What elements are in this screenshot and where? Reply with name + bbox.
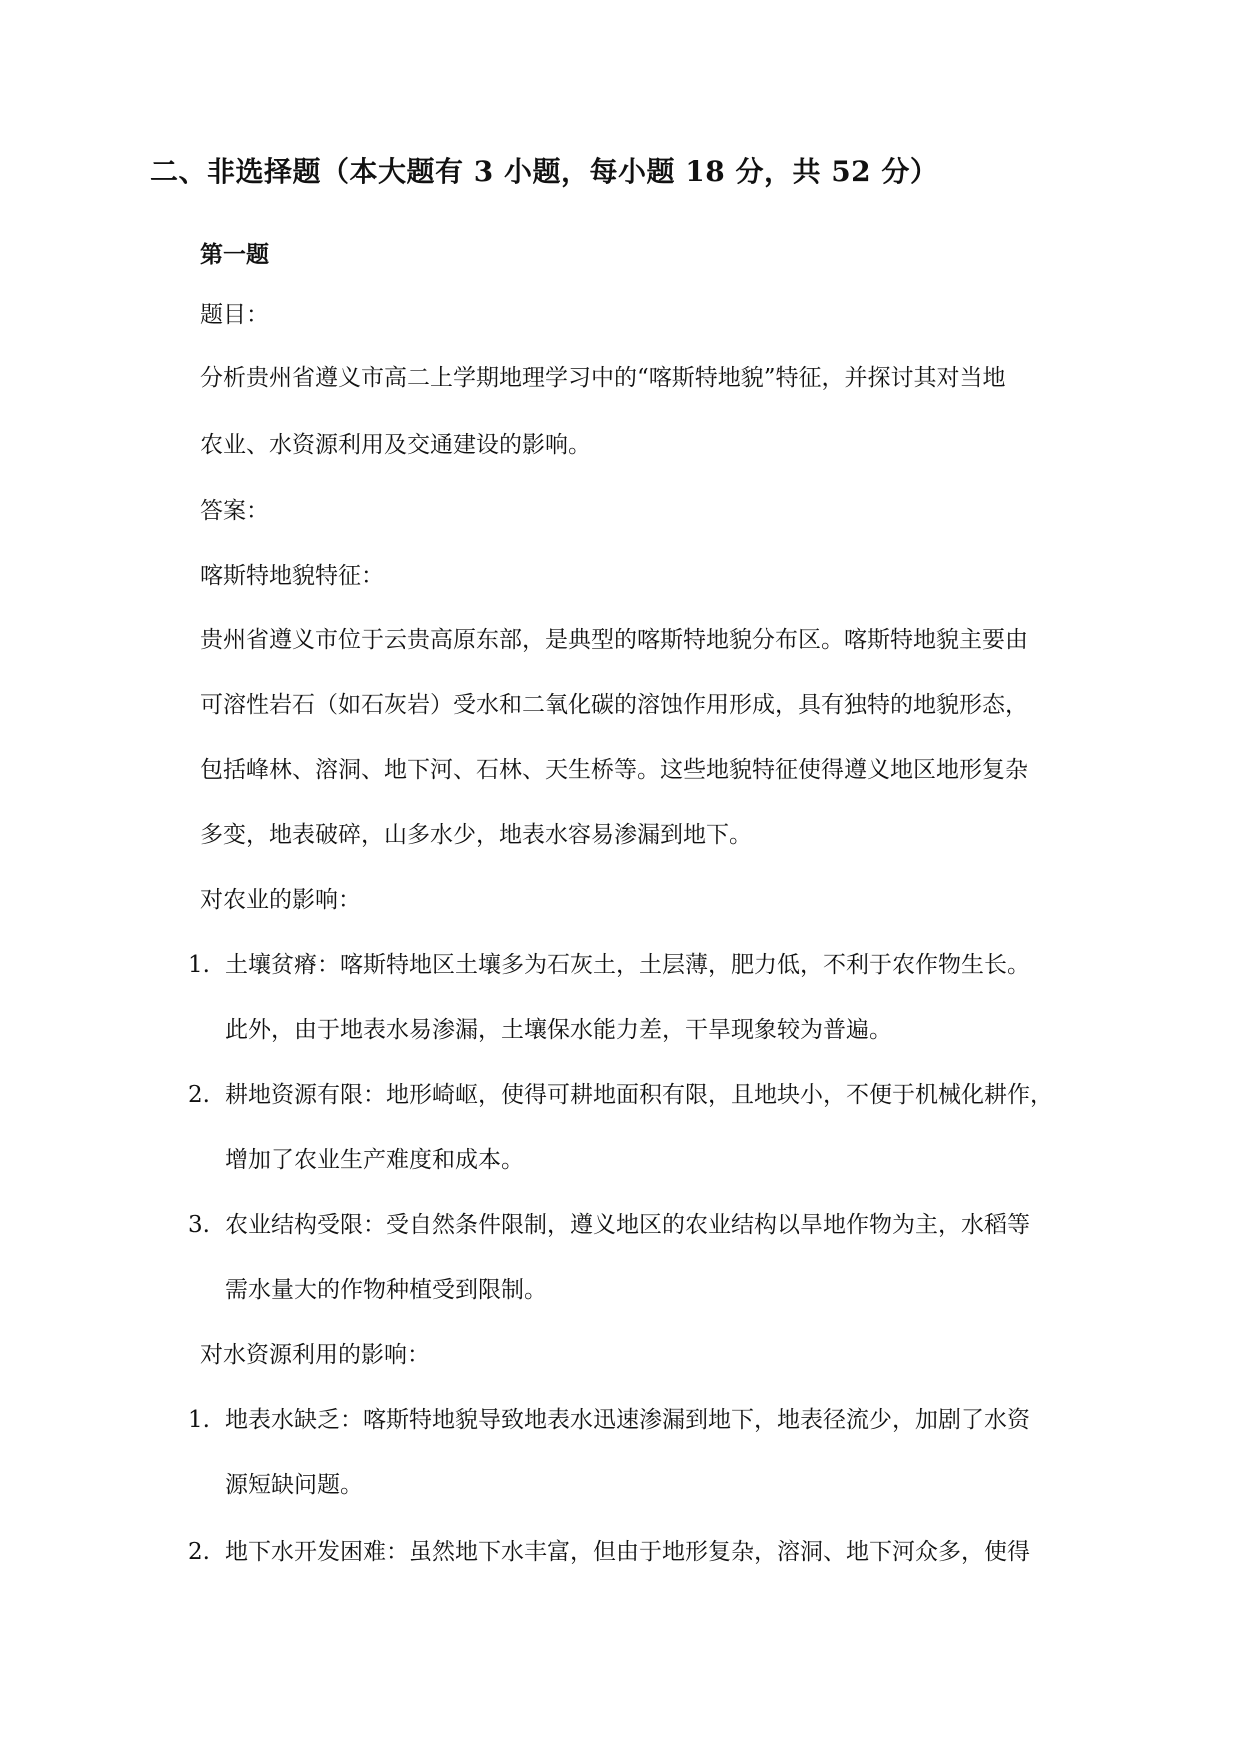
question-label: 题目： xyxy=(200,302,269,328)
features-heading: 喀斯特地貌特征： xyxy=(200,563,384,589)
features-text-line-2: 可溶性岩石（如石灰岩）受水和二氧化碳的溶蚀作用形成，具有独特的地貌形态， xyxy=(200,692,1028,718)
list-item-number: 2. xyxy=(188,1082,210,1108)
list-item-line: 此外，由于地表水易渗漏，土壤保水能力差，干旱现象较为普遍。 xyxy=(225,1017,892,1043)
list-item-number: 2. xyxy=(188,1539,210,1565)
list-item-number: 3. xyxy=(188,1212,210,1238)
list-item-line: 地下水开发困难：虽然地下水丰富，但由于地形复杂，溶洞、地下河众多，使得 xyxy=(225,1539,1030,1565)
features-text-line-1: 贵州省遵义市位于云贵高原东部，是典型的喀斯特地貌分布区。喀斯特地貌主要由 xyxy=(200,627,1028,653)
list-item-line: 农业结构受限：受自然条件限制，遵义地区的农业结构以旱地作物为主，水稻等 xyxy=(225,1212,1030,1238)
list-item-number: 1. xyxy=(188,952,210,978)
list-item-line: 增加了农业生产难度和成本。 xyxy=(225,1147,524,1173)
list-item-line: 需水量大的作物种植受到限制。 xyxy=(225,1277,547,1303)
list-item-line: 土壤贫瘠：喀斯特地区土壤多为石灰土，土层薄，肥力低，不利于农作物生长。 xyxy=(225,952,1030,978)
list-item-number: 1. xyxy=(188,1407,210,1433)
question-text-line-2: 农业、水资源利用及交通建设的影响。 xyxy=(200,432,591,458)
features-text-line-4: 多变，地表破碎，山多水少，地表水容易渗漏到地下。 xyxy=(200,822,752,848)
question-title: 第一题 xyxy=(200,241,269,268)
agriculture-heading: 对农业的影响： xyxy=(200,887,361,913)
answer-label: 答案： xyxy=(200,498,269,524)
list-item-line: 源短缺问题。 xyxy=(225,1472,363,1498)
question-text-line-1: 分析贵州省遵义市高二上学期地理学习中的“喀斯特地貌”特征，并探讨其对当地 xyxy=(200,365,1006,391)
water-heading: 对水资源利用的影响： xyxy=(200,1342,430,1368)
section-title: 二、非选择题（本大题有 3 小题，每小题 18 分，共 52 分） xyxy=(150,155,939,188)
features-text-line-3: 包括峰林、溶洞、地下河、石林、天生桥等。这些地貌特征使得遵义地区地形复杂 xyxy=(200,757,1028,783)
list-item-line: 地表水缺乏：喀斯特地貌导致地表水迅速渗漏到地下，地表径流少，加剧了水资 xyxy=(225,1407,1030,1433)
list-item-line: 耕地资源有限：地形崎岖，使得可耕地面积有限，且地块小，不便于机械化耕作， xyxy=(225,1082,1053,1108)
